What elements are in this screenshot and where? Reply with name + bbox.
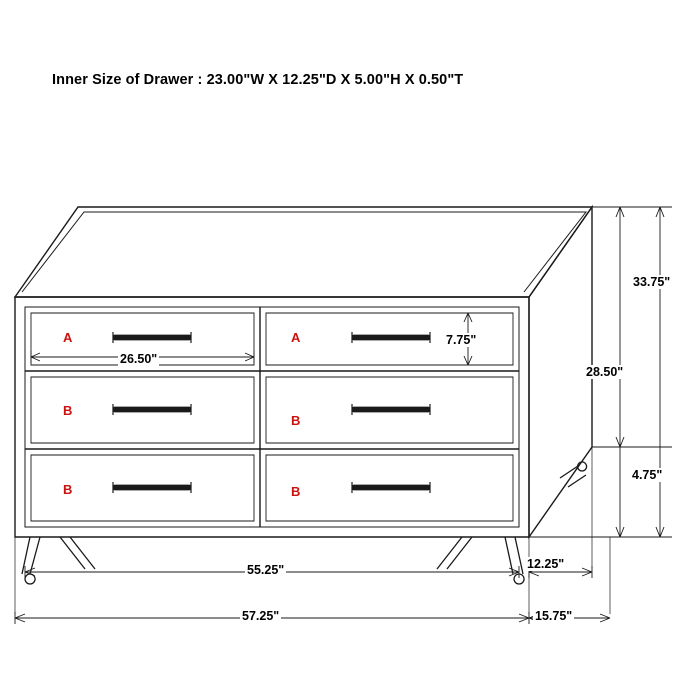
- dimension-drawer-width: 26.50": [120, 352, 158, 366]
- drawer-label-bottom-right: B: [291, 484, 301, 499]
- dimension-lines: [15, 207, 672, 624]
- page-title: Inner Size of Drawer : 23.00"W X 12.25"D X 5.00"H X 0.50"T: [52, 72, 464, 88]
- dimension-depth-inner: 12.25": [527, 557, 565, 571]
- drawer-label-top-left: A: [63, 330, 73, 345]
- dimension-cabinet-height: 28.50": [586, 365, 624, 379]
- drawer-handle: [113, 407, 191, 412]
- drawer-handle: [113, 335, 191, 340]
- dimension-overall-width: 57.25": [242, 609, 280, 623]
- drawer-label-top-right: A: [291, 330, 301, 345]
- dresser-top-surface: [15, 207, 592, 297]
- dresser-side-face: [529, 207, 592, 537]
- drawer-handle: [352, 335, 430, 340]
- dimension-front-width: 55.25": [247, 563, 285, 577]
- dimension-depth-overall: 15.75": [535, 609, 573, 623]
- dresser-legs: [22, 462, 587, 584]
- dimension-leg-height: 4.75": [632, 468, 663, 482]
- drawer-label-middle-right: B: [291, 413, 301, 428]
- drawer-handle: [352, 485, 430, 490]
- dimension-drawer-height: 7.75": [446, 333, 477, 347]
- drawer-handle: [113, 485, 191, 490]
- drawer-handle: [352, 407, 430, 412]
- drawer-label-bottom-left: B: [63, 482, 73, 497]
- drawer-label-middle-left: B: [63, 403, 73, 418]
- dimension-total-height: 33.75": [633, 275, 671, 289]
